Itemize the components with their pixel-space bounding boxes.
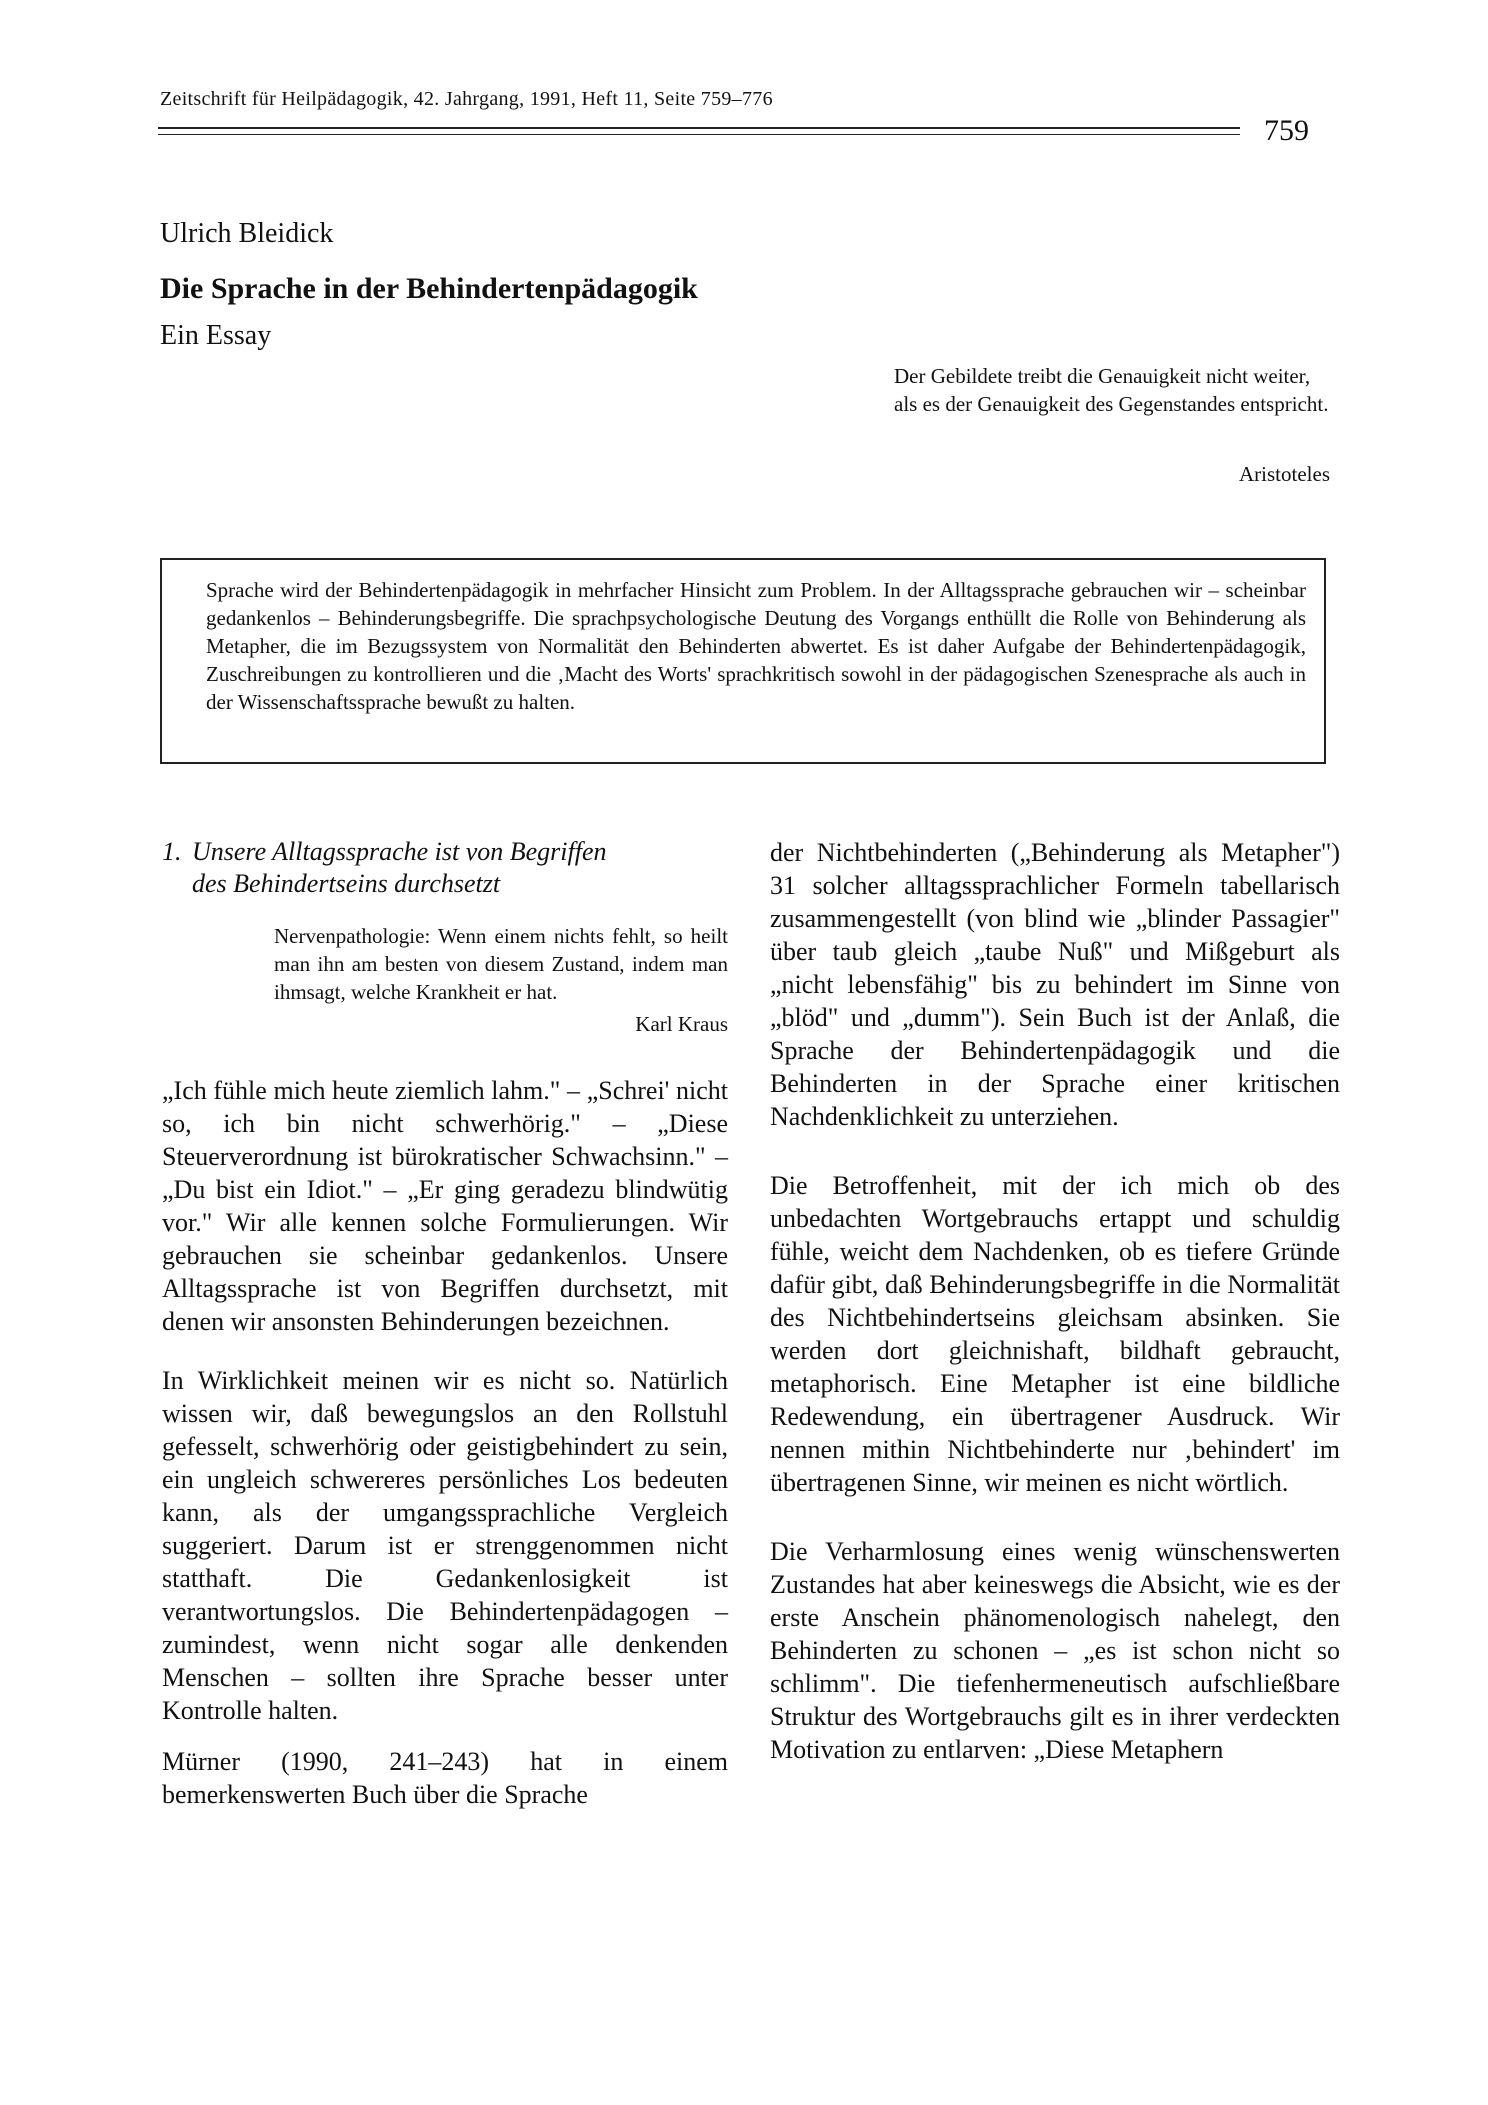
right-column — [770, 836, 1340, 1766]
left-column — [162, 836, 728, 1811]
section-number: 1. — [162, 837, 182, 866]
section-epigraph — [274, 922, 728, 1038]
header-rule — [158, 127, 1240, 129]
abstract-text: Sprache wird der Behindertenpädagogik in mehrfacher Hinsicht zum Problem. In der Alltagssprache gebrauchen wir – scheinbar gedankenlos – Behinderungsbegriffe. Die sprachpsychologische Deutung des Vorgangs enthüllt die Rolle von Behinderung als Metapher, die im Bezugssystem von Normalität den Behinderten abwertet. Es ist daher Aufgabe der Behindertenpädagogik, Zuschreibungen zu kontrollieren und die ‚Macht des Worts' sprachkritisch sowohl in der pädagogischen Szenesprache als auch in der Wissenschaftssprache bewußt zu halten. — [206, 578, 1306, 714]
section-heading — [162, 836, 728, 900]
article-subtitle: Ein Essay — [160, 320, 272, 351]
paragraph: „Ich fühle mich heute ziemlich lahm." – „Schrei' nicht so, ich bin nicht schwerhörig." – „Diese Steuerverordnung ist bürokratischer Schwachsinn." – „Du bist ein Idiot." – „Er ging geradezu blindwütig vor." Wir alle kennen solche Formulierungen. Wir gebrauchen sie scheinbar gedankenlos. Unsere Alltagssprache ist von Begriffen durchsetzt, mit denen wir ansonsten Behinderungen bezeichnen. — [162, 1076, 728, 1336]
motto-source: Aristoteles — [1239, 462, 1330, 486]
epigraph-text: Nervenpathologie: Wenn einem nichts fehlt, so heilt man ihn am besten von diesem Zustand, indem man ihmsagt, welche Krankheit er hat. — [274, 924, 728, 1004]
paragraph: In Wirklichkeit meinen wir es nicht so. Natürlich wissen wir, daß bewegungslos an den Rollstuhl gefesselt, schwerhörig oder geistigbehindert zu sein, ein ungleich schwereres persönliches Los bedeuten kann, als der umgangssprachliche Vergleich suggeriert. Darum ist er strenggenommen nicht statthaft. Die Gedankenlosigkeit ist verantwortungslos. Die Behindertenpädagogen – zumindest, wenn nicht sogar alle denkenden Menschen – sollten ihre Sprache besser unter Kontrolle halten. — [162, 1366, 728, 1725]
page-number: 759 — [1264, 114, 1309, 147]
article-author: Ulrich Bleidick — [160, 218, 334, 249]
paragraph: Mürner (1990, 241–243) hat in einem bemerkenswerten Buch über die Sprache — [162, 1747, 728, 1809]
section-heading-line1: Unsere Alltagssprache ist von Begriffen — [192, 837, 607, 866]
section-heading-line2: des Behindertseins durchsetzt — [192, 869, 501, 898]
epigraph-source: Karl Kraus — [635, 1012, 728, 1036]
article-title: Die Sprache in der Behindertenpädagogik — [160, 272, 698, 305]
paragraph: Die Verharmlosung eines wenig wünschenswerten Zustandes hat aber keineswegs die Absicht, wie es der erste Anschein phänomenologisch nahelegt, den Behinderten zu schonen – „es ist schon nicht so schlimm". Die tiefenhermeneutisch aufschließbare Struktur des Wortgebrauchs gilt es in ihrer verdeckten Motivation zu entlarven: „Diese Metaphern — [770, 1537, 1340, 1764]
paragraph: Die Betroffenheit, mit der ich mich ob des unbedachten Wortgebrauchs ertappt und schuldig fühle, weicht dem Nachdenken, ob es tiefere Gründe dafür gibt, daß Behinderungsbegriffe in die Normalität des Nichtbehindertseins gleichsam absinken. Sie werden dort gleichnishaft, bildhaft gebraucht, metaphorisch. Eine Metapher ist eine bildliche Redewendung, ein übertragener Ausdruck. Wir nennen mithin Nichtbehinderte nur ‚behindert' im übertragenen Sinne, wir meinen es nicht wörtlich. — [770, 1171, 1340, 1497]
journal-citation: Zeitschrift für Heilpädagogik, 42. Jahrgang, 1991, Heft 11, Seite 759–776 — [160, 88, 773, 110]
paragraph: der Nichtbehinderten („Behinderung als Metapher") 31 solcher alltagssprachlicher Formeln tabellarisch zusammengestellt (von blind wie „blinder Passagier" über taub gleich „taube Nuß" und Mißgeburt als „nicht lebensfähig" bis zu behindert im Sinne von „blöd" und „dumm"). Sein Buch ist der Anlaß, die Sprache der Behindertenpädagogik und die Behinderten in der Sprache einer kritischen Nachdenklichkeit zu unterziehen. — [770, 838, 1340, 1131]
motto-quote: Der Gebildete treibt die Genauigkeit nicht weiter, als es der Genauigkeit des Gegenstandes entspricht. — [894, 364, 1329, 416]
header-rule-thin — [158, 134, 1240, 135]
